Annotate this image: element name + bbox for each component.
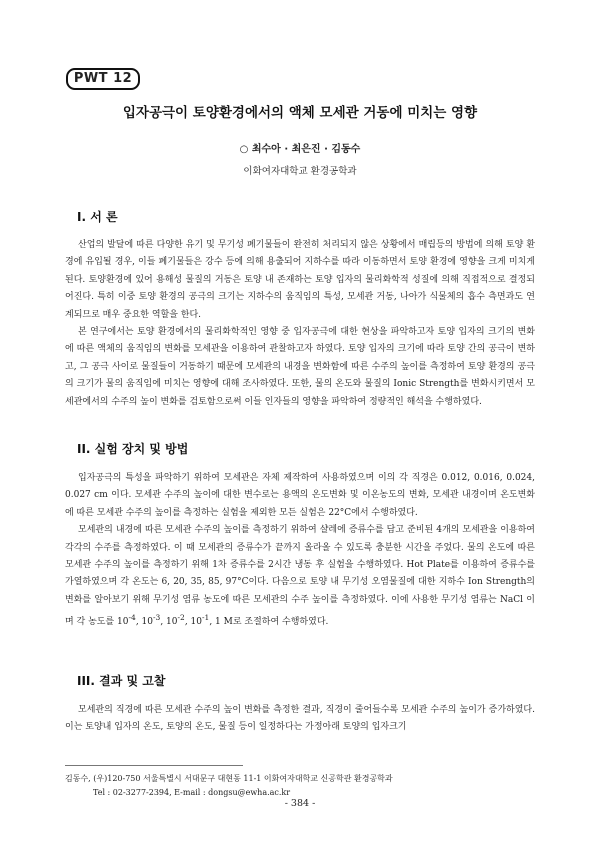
footnote-divider (65, 765, 243, 766)
exponent-4: -1 (202, 613, 210, 623)
affiliation: 이화여자대학교 환경공학과 (243, 166, 357, 177)
footnote-contact: Tel : 02-3277-2394, E-mail : dongsu@ewha.ac.kr (93, 788, 291, 797)
methods-body (65, 470, 535, 632)
methods-paragraph-2-end: , 1 M로 조절하여 수행하였다. (209, 617, 329, 628)
methods-paragraph-1: 입자공극의 특성을 파악하기 위하여 모세관은 자체 제작하여 사용하였으며 이의 각 직경은 0.012, 0.016, 0.024, 0.027 cm 이다. 모세관 수주의 높이에 대한 변수로는 용액의 온도변화 및 이온농도의 변화, 모세관 내경이며 온도변화에 따른 모세관 수주의 높이를 측정하는 실험을 제외한 모든 실험은 22°C에서 수행하였다. (65, 473, 535, 518)
results-paragraph-1: 모세관의 직경에 따른 모세관 수주의 높이 변화를 측정한 결과, 직경이 줄어들수록 모세관 수주의 높이가 증가하였다. 이는 토양내 입자의 온도, 토양의 온도, 물질 등이 일정하다는 가정아래 토양의 입자크기 (65, 705, 535, 733)
session-badge: PWT 12 (66, 68, 140, 90)
heading-results: III. 결과 및 고찰 (77, 674, 166, 688)
intro-paragraph-1: 산업의 발달에 따른 다양한 유기 및 무기성 폐기물들이 완전히 처리되지 않은 상황에서 매립등의 방법에 의해 토양 환경에 유입될 경우, 이들 폐기물들은 강수 등에 의해 용출되어 지하수를 따라 이동하면서 토양 환경에 영향을 크게 미치게 된다. 토양환경에 있어 용해성 물질의 거동은 토양 내 존재하는 토양 입자의 물리화학적 성질에 의해 직접적으로 결정되어진다. 특히 이중 토양 환경의 공극의 크기는 지하수의 움직임의 특성, 모세관 거동, 나아가 식물체의 흡수 측면과도 연계되므로 매우 중요한 역할을 한다. (65, 240, 535, 320)
heading-methods: II. 실험 장치 및 방법 (77, 442, 189, 456)
exponent-2: -3 (153, 613, 161, 623)
author-list: ○ 최수아 · 최은진 · 김동수 (239, 144, 361, 155)
exponent-3: -2 (177, 613, 185, 623)
footnote-address: 김동수, (우)120-750 서울특별시 서대문구 대현동 11-1 이화여자대학교 신공학관 환경공학과 (65, 774, 393, 783)
separator-2: , 10 (160, 617, 178, 628)
exponent-1: -4 (128, 613, 136, 623)
introduction-body (65, 237, 535, 411)
footnote (65, 772, 535, 800)
methods-paragraph-2 (65, 522, 535, 631)
results-body (65, 702, 535, 737)
separator-1: , 10 (135, 617, 154, 628)
intro-paragraph-2: 본 연구에서는 토양 환경에서의 물리화학적인 영향 중 입자공극에 대한 현상을 파악하고자 토양 입자의 크기의 변화에 따른 액체의 움직임의 변화를 모세관을 이용하여 관찰하고자 하였다. 토양 입자의 크기에 따라 토양 간의 공극이 변하고, 그 공극 사이로 물질들이 거동하기 때문에 모세관의 내경을 변화함에 따른 수주의 높이를 측정하여 토양 환경의 공극의 크기가 물의 움직임에 미치는 영향에 대해 조사하였다. 또한, 물의 온도와 물질의 Ionic Strength를 변화시키면서 모세관에서의 수주의 높이 변화를 검토함으로써 이들 인자들의 영향을 파악하여 정량적인 해석을 수행하였다. (65, 327, 535, 407)
separator-3: , 10 (184, 617, 203, 628)
paper-title: 입자공극이 토양환경에서의 액체 모세관 거동에 미치는 영향 (122, 105, 478, 121)
methods-paragraph-2-text: 모세관의 내경에 따른 모세관 수주의 높이를 측정하기 위하여 샬레에 증류수를 담고 준비된 4개의 모세관을 이용하여 각각의 수주를 측정하였다. 이 때 모세관의 증류수가 끝까지 올라올 수 있도록 충분한 시간을 주었다. 물의 온도에 따른 모세관 수주의 높이를 측정하기 위해 1차 증류수를 2시간 냉동 후 실험을 수행하였다. Hot Plate를 이용하여 증류수를 가열하였으며 각 온도는 6, 20, 35, 85, 97°C이다. 다음으로 토양 내 무기성 오염물질에 대한 지하수 Ion Strength의 변화를 알아보기 위해 무기성 염류 농도에 따른 모세관의 수주 높이를 측정하였다. 이에 사용한 무기성 염류는 NaCl 이며 각 농도를 10 (65, 525, 535, 628)
heading-introduction: I. 서 론 (77, 210, 118, 224)
page-number: - 384 - (284, 798, 316, 809)
